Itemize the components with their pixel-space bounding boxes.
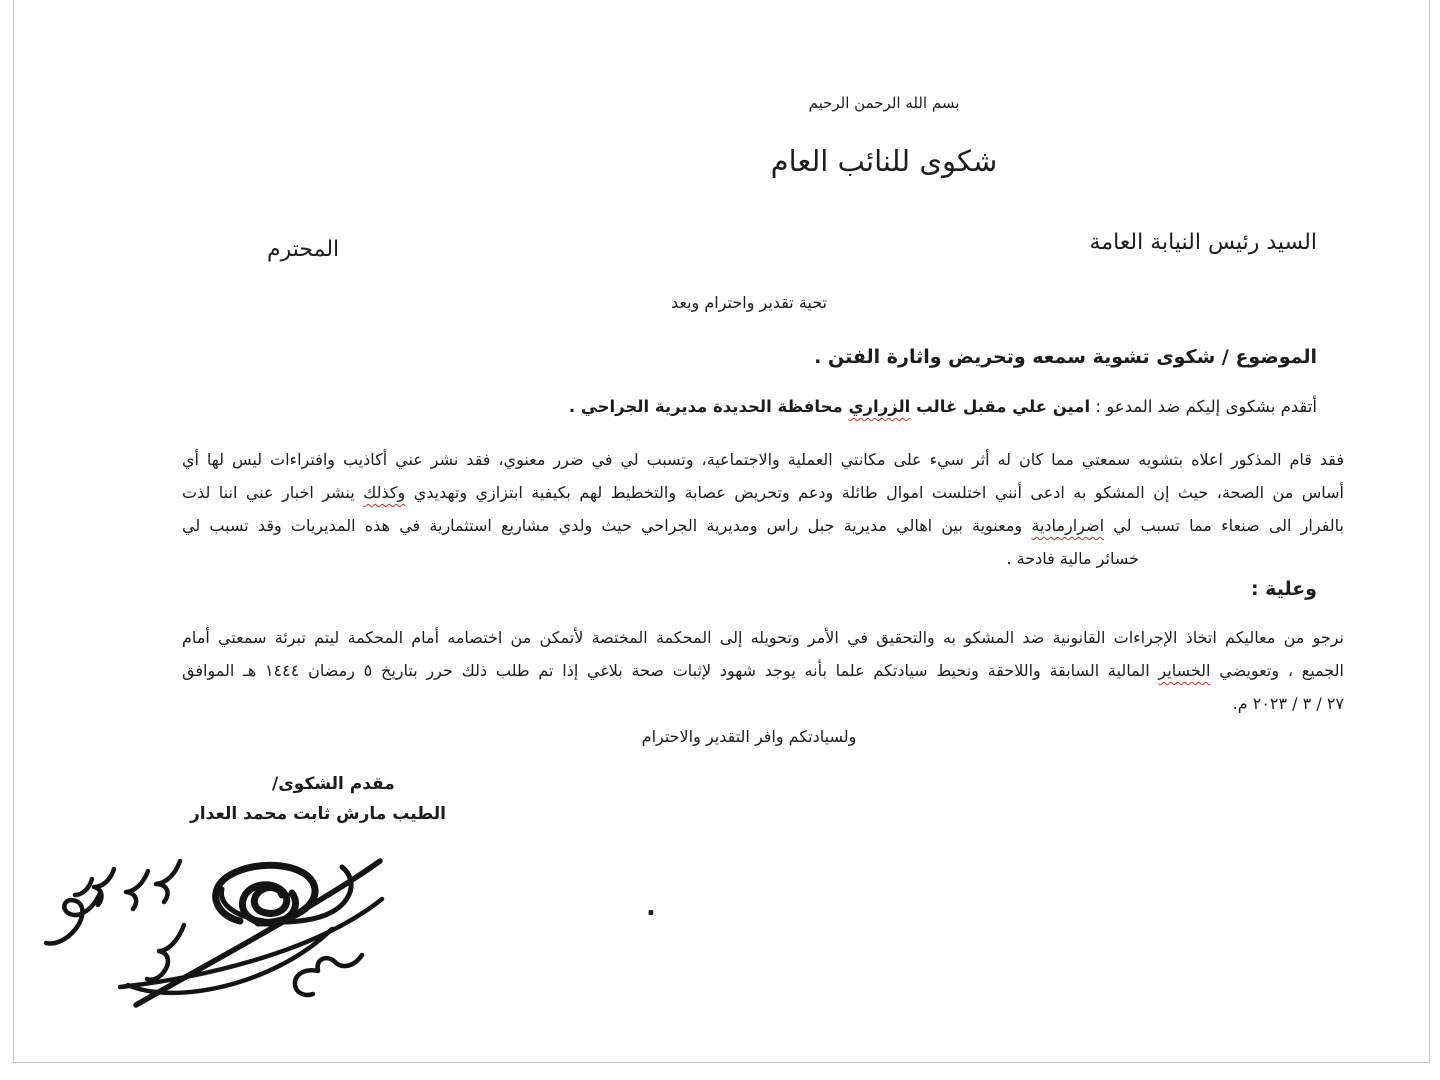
bismillah-line: بسم الله الرحمن الرحيم bbox=[808, 94, 960, 112]
stray-dot: . bbox=[646, 892, 656, 922]
handwritten-signature-icon bbox=[32, 837, 414, 1027]
document-title: شكوى للنائب العام bbox=[770, 144, 998, 178]
document-page bbox=[13, 0, 1430, 1063]
subject-line: الموضوع / شكوى تشوية سمعه وتحريض واثارة الفتن . bbox=[814, 346, 1317, 368]
transition-heading: وعلية : bbox=[1250, 578, 1317, 600]
signature-name: الطيب مارش ثابت محمد العدار bbox=[190, 804, 446, 824]
honorific-label: المحترم bbox=[267, 237, 340, 262]
complaint-body-paragraph: فقد قام المذكور اعلاه بتشويه سمعتي مما كان له أثر سيء على مكانتي العملية والاجتماعية، وتسبب لي في ضرر معنوي، فقد نشر عني أكاذيب وافتراءات ليس لها أي أساس من الصحة، حيث إن المشكو به ادعى أنني اختلست اموال طائلة ودعم وتحريض عصابة والتخطيط لهم بكيفية ابتزازي وتهديدي وكذلك ينشر اخبار عني اننا لذت بالفرار الى صنعاء مما تسبب لي اضرارمادية ومعنوية بين اهالي مديرية جبل راس ومديرية الجراحي حيث ولدي مشاريع استثمارية في هذه المديريات وقد تسبب لي خسائر مالية فادحة . bbox=[182, 450, 1344, 568]
addressee-line: السيد رئيس النيابة العامة bbox=[1089, 230, 1317, 255]
complaint-intro-line: أتقدم بشكوى إليكم ضد المدعو : امين علي مقبل غالب الزراري محافظة الحديدة مديرية الجراحي . bbox=[568, 397, 1317, 416]
request-paragraph: نرجو من معاليكم اتخاذ الإجراءات القانونية ضد المشكو به والتحقيق في الأمر وتحويله إلى المحكمة المختصة لأتمكن من اختصامه أمام المحكمة ليتم تبرئة سمعتي أمام الجميع ، وتعويضي الخساير المالية السابقة واللاحقة ونحيط سيادتكم علما بأنه يوجد شهود لإثبات صحة بلاغي إذا تم طلب ذلك حرر بتاريخ ٥ رمضان ١٤٤٤ هـ الموافق ٢٧ / ٣ / ٢٠٢٣ م. bbox=[182, 628, 1345, 713]
greeting-line: تحية تقدير واحترام وبعد bbox=[670, 293, 828, 312]
signature-label: مقدم الشكوى/ bbox=[272, 774, 395, 794]
closing-line: ولسيادتكم وافر التقدير والاحترام bbox=[641, 727, 857, 746]
